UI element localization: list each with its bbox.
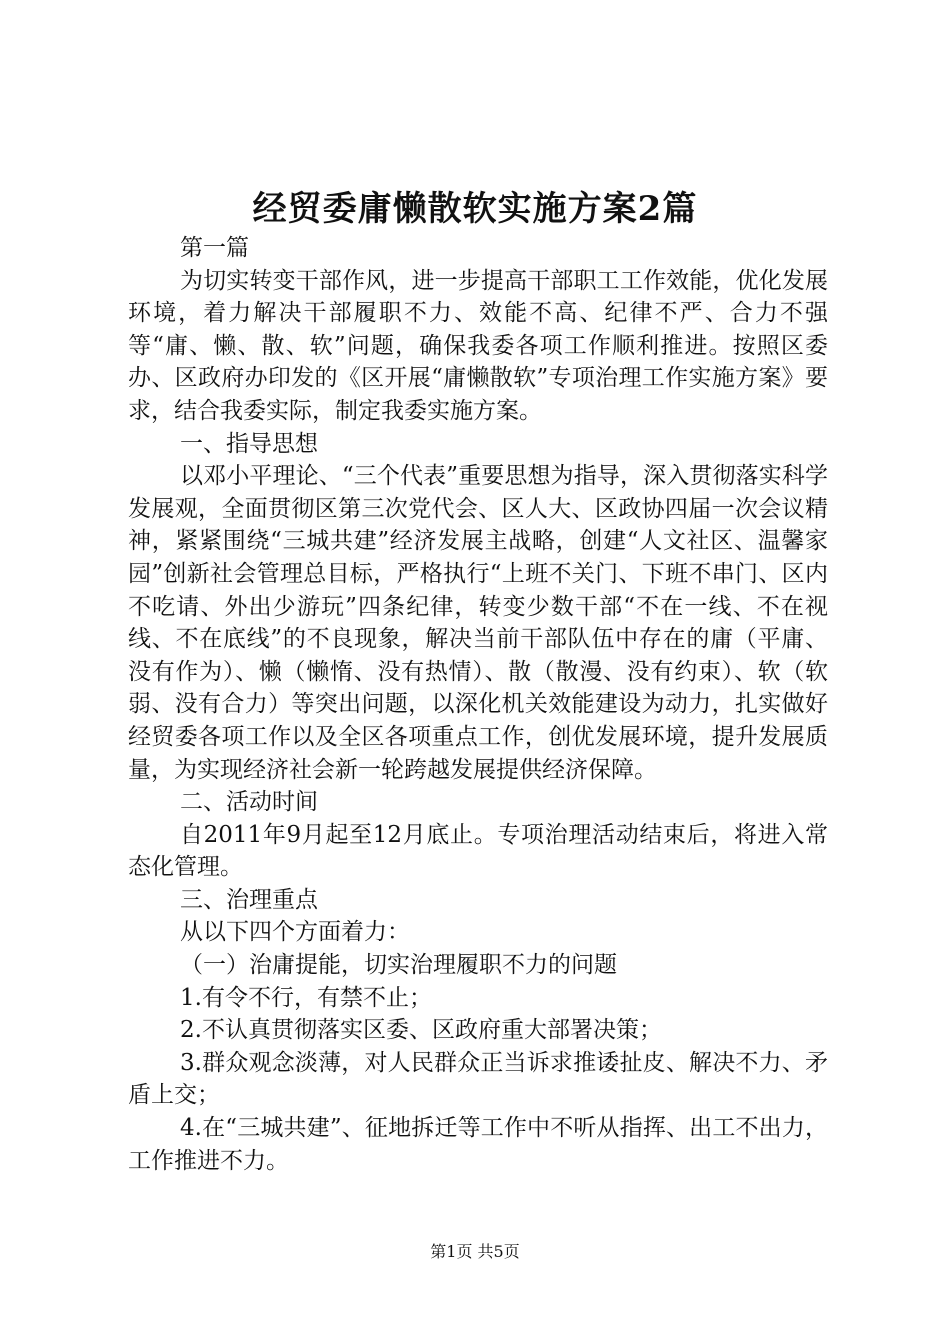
subsection-heading: （一）治庸提能，切实治理履职不力的问题 xyxy=(180,952,617,979)
document-title: 经贸委庸懒散软实施方案2篇 xyxy=(252,189,698,229)
list-item: 2.不认真贯彻落实区委、区政府重大部署决策； xyxy=(180,1017,662,1044)
section-heading: 三、治理重点 xyxy=(180,886,318,913)
section-heading: 一、指导思想 xyxy=(180,430,318,457)
section-heading: 第一篇 xyxy=(180,235,249,261)
page-footer: 第1页 共5页 xyxy=(430,1242,520,1261)
list-item: 4.在“三城共建”、征地拆迁等工作中不听从指挥、出工不出力，工作推进不力。 xyxy=(128,1115,828,1174)
body-paragraph: 以邓小平理论、“三个代表”重要思想为指导，深入贯彻落实科学发展观，全面贯彻区第三次党代会、区人大、区政协四届一次会议精神，紧紧围绕“三城共建”经济发展主战略，创建“人文社区、温馨家园”创新社会管理总目标，严格执行“上班不关门、下班不串门、区内不吃请、外出少游玩”四条纪律，转变少数干部“不在一线、不在视线、不在底线”的不良现象，解决当前干部队伍中存在的庸（平庸、没有作为）、懒（懒惰、没有热情）、散（散漫、没有约束）、软（软弱、没有合力）等突出问题，以深化机关效能建设为动力，扎实做好经贸委各项工作以及全区各项重点工作，创优发展环境，提升发展质量，为实现经济社会新一轮跨越发展提供经济保障。 xyxy=(128,463,828,783)
list-item: 3.群众观念淡薄，对人民群众正当诉求推诿扯皮、解决不力、矛盾上交； xyxy=(128,1049,828,1109)
body-paragraph: 从以下四个方面着力： xyxy=(180,919,410,946)
document-body xyxy=(128,232,828,1177)
section-heading: 二、活动时间 xyxy=(180,789,318,816)
body-paragraph: 自2011年9月起至12月底止。专项治理活动结束后，将进入常态化管理。 xyxy=(128,821,828,881)
list-item: 1.有令不行，有禁不止； xyxy=(180,984,432,1011)
body-paragraph: 为切实转变干部作风，进一步提高干部职工工作效能，优化发展环境，着力解决干部履职不力、效能不高、纪律不严、合力不强等“庸、懒、散、软”问题，确保我委各项工作顺利推进。按照区委办、区政府办印发的《区开展“庸懒散软”专项治理工作实施方案》要求，结合我委实际，制定我委实施方案。 xyxy=(128,267,828,424)
